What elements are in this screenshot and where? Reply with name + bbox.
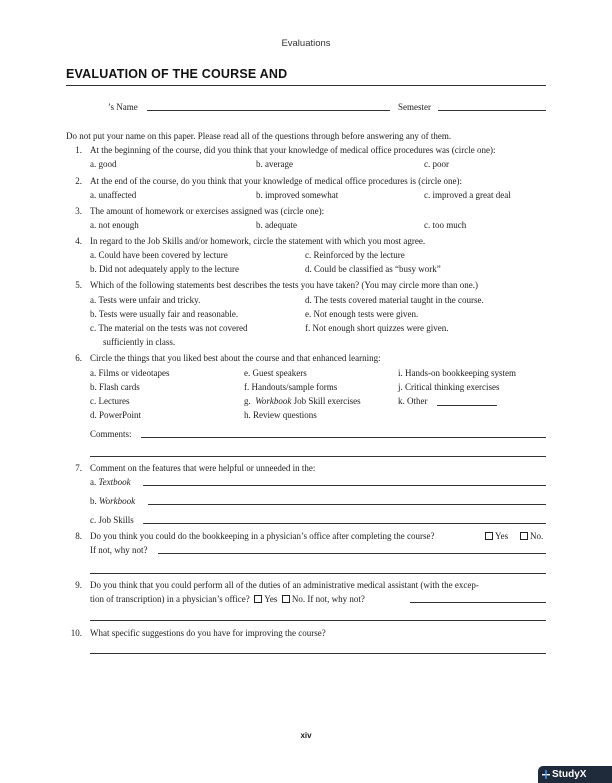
q9-no-checkbox[interactable] [282,595,290,603]
q6-comments-line-1[interactable] [141,437,546,438]
q6-comments-line-2[interactable] [90,456,546,457]
q1-number: 1. [75,145,82,155]
q7-item-b-workbook: Workbook [99,496,136,506]
q5-text: Which of the following statements best describes the tests you have taken? (You may circle more than one.) [90,280,478,290]
q6-option-h[interactable]: h. Review questions [244,410,317,420]
q1-option-b[interactable]: b. average [256,159,293,169]
q5-option-d[interactable]: d. The tests covered material taught in the course. [305,295,484,305]
q9-answer-line-2[interactable] [90,620,546,621]
q3-option-b[interactable]: b. adequate [256,220,297,230]
q5-option-b[interactable]: b. Tests were usually fair and reasonable. [90,309,239,319]
running-head: Evaluations [281,38,331,49]
q6-option-k[interactable]: k. Other [398,396,428,406]
q2-option-c[interactable]: c. improved a great deal [424,190,511,200]
q10-text: What specific suggestions do you have for improving the course? [90,628,326,638]
q9-number: 9. [75,580,82,590]
q6-option-c[interactable]: c. Lectures [90,396,130,406]
q6-option-e[interactable]: e. Guest speakers [244,368,307,378]
q4-text: In regard to the Job Skills and/or homework, circle the statement with which you most agree. [90,236,426,246]
q9-no-label: No. If not, why not? [291,594,365,604]
title-rule [66,85,546,86]
q10-answer-line[interactable] [90,653,546,654]
name-field[interactable] [147,110,390,111]
q2-text: At the end of the course, do you think that your knowledge of medical office procedures is (circle one): [90,176,462,186]
q2-option-b[interactable]: b. improved somewhat [256,190,339,200]
q4-option-d[interactable]: d. Could be classified as “busy work” [305,264,441,274]
q8-no-option[interactable] [520,531,543,542]
q5-option-a[interactable]: a. Tests were unfair and tricky. [90,295,201,305]
q6-number: 6. [75,353,82,363]
q1-text: At the beginning of the course, did you think that your knowledge of medical office procedures was (circle one): [90,145,496,155]
q4-option-b[interactable]: b. Did not adequately apply to the lecture [90,264,239,274]
q7-item-a-letter: a. [90,477,97,487]
q10-number: 10. [70,628,82,638]
q8-yes-label: Yes [495,531,509,541]
page-title: EVALUATION OF THE COURSE AND [66,67,288,81]
studyx-logo-icon [542,770,550,779]
q2-number: 2. [75,176,82,186]
q7-job-skills-line[interactable] [143,523,546,524]
q6-other-field[interactable] [437,405,497,406]
semester-label: Semester [398,102,431,112]
q6-option-a[interactable]: a. Films or videotapes [90,368,170,378]
q7-item-a [90,477,131,488]
q4-option-c[interactable]: c. Reinforced by the lecture [305,250,405,260]
q5-option-c[interactable]: c. The material on the tests was not covered [90,323,248,333]
q8-answer-line-1[interactable] [158,553,546,554]
q1-option-c[interactable]: c. poor [424,159,449,169]
q7-workbook-line[interactable] [148,504,546,505]
q6-option-d[interactable]: d. PowerPoint [90,410,142,420]
q8-yes-option[interactable] [485,531,508,542]
q7-item-b [90,496,135,507]
q7-item-b-letter: b. [90,496,97,506]
q6-text: Circle the things that you liked best about the course and that enhanced learning: [90,353,381,363]
q8-number: 8. [75,531,82,541]
q5-option-e[interactable]: e. Not enough tests were given. [305,309,419,319]
q6-option-g-text: Job Skill exercises [293,396,361,406]
q6-option-f[interactable]: f. Handouts/sample forms [244,382,338,392]
q5-option-c-continued: sufficiently in class. [103,337,176,347]
studyx-badge-label: StudyX [552,769,587,780]
q9-answer-line-1[interactable] [410,602,546,603]
q3-option-a[interactable]: a. not enough [90,220,139,230]
q2-option-a[interactable]: a. unaffected [90,190,137,200]
q9-no-option[interactable] [282,594,365,604]
q7-item-a-textbook: Textbook [98,477,131,487]
q6-option-b[interactable]: b. Flash cards [90,382,140,392]
q9-yes-label: Yes [264,594,278,604]
q8-text: Do you think you could do the bookkeeping in a physician’s office after completing the course? [90,531,435,541]
q5-number: 5. [75,280,82,290]
page-number: xiv [300,731,312,740]
q9-yes-checkbox[interactable] [254,595,262,603]
q5-option-f[interactable]: f. Not enough short quizzes were given. [305,323,449,333]
q3-number: 3. [75,206,82,216]
instructions: Do not put your name on this paper. Please read all of the questions through before answering any of them. [66,131,452,141]
q8-no-checkbox[interactable] [520,532,528,540]
q9-text-line-1: Do you think that you could perform all of the duties of an administrative medical assistant (with the excep- [90,580,479,590]
q8-no-label: No. [530,531,544,541]
q7-textbook-line[interactable] [143,485,546,486]
q9-text-line-2-body: tion of transcription) in a physician’s office? [90,594,250,604]
q6-comments-label: Comments: [90,429,132,439]
q9-yes-option[interactable] [254,594,277,604]
q7-text: Comment on the features that were helpful or unneeded in the: [90,463,316,473]
q7-item-c: c. Job Skills [90,515,134,525]
q6-option-i[interactable]: i. Hands-on bookkeeping system [398,368,516,378]
q7-number: 7. [75,463,82,473]
q6-option-j[interactable]: j. Critical thinking exercises [398,382,500,392]
q1-option-a[interactable]: a. good [90,159,117,169]
studyx-badge[interactable] [538,766,612,783]
q3-option-c[interactable]: c. too much [424,220,467,230]
q8-yes-checkbox[interactable] [485,532,493,540]
q4-number: 4. [75,236,82,246]
q8-followup: If not, why not? [90,545,148,555]
q3-text: The amount of homework or exercises assigned was (circle one): [90,206,325,216]
name-label: ’s Name [108,102,138,112]
q4-option-a[interactable]: a. Could have been covered by lecture [90,250,228,260]
semester-field[interactable] [438,110,546,111]
q9-text-line-2 [90,594,365,605]
q6-option-g-letter: g. [244,396,251,406]
q6-option-g-workbook: Workbook [255,396,292,406]
q8-answer-line-2[interactable] [90,573,546,574]
q6-option-g[interactable] [244,396,361,407]
